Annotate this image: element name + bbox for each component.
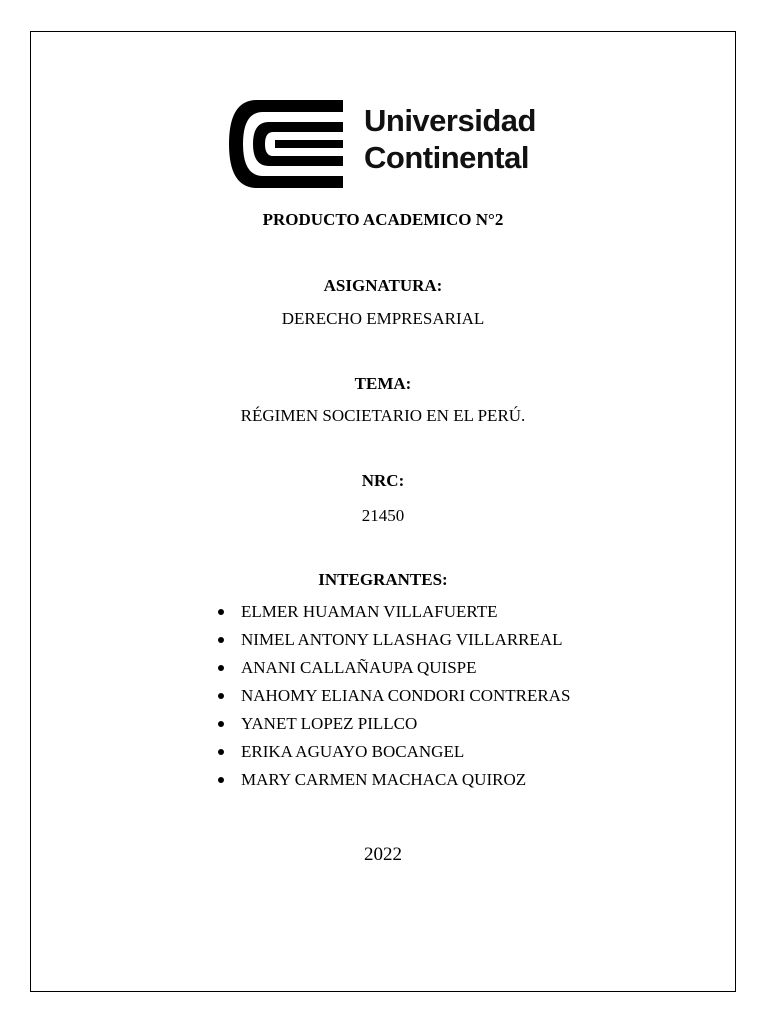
logo-wordmark [364, 102, 536, 176]
bullet-icon [218, 721, 224, 727]
university-logo [225, 96, 545, 192]
bullet-icon [218, 609, 224, 615]
year: 2022 [364, 844, 402, 865]
list-item [218, 740, 570, 768]
bullet-icon [218, 637, 224, 643]
members-label: INTEGRANTES: [318, 570, 448, 589]
nrc-label: NRC: [361, 471, 405, 490]
logo-line-1: Universidad [364, 103, 536, 138]
logo-line-2: Continental [364, 140, 529, 175]
member-name: NAHOMY ELIANA CONDORI CONTRERAS [241, 686, 571, 705]
member-name: ERIKA AGUAYO BOCANGEL [241, 742, 465, 761]
subject-value: DERECHO EMPRESARIAL [281, 309, 485, 328]
topic-label: TEMA: [354, 374, 412, 393]
member-name: YANET LOPEZ PILLCO [241, 714, 418, 733]
document-title: PRODUCTO ACADEMICO N°2 [262, 210, 504, 229]
nrc-value: 21450 [361, 506, 405, 525]
list-item [218, 628, 570, 656]
bullet-icon [218, 749, 224, 755]
topic-value: RÉGIMEN SOCIETARIO EN EL PERÚ. [240, 406, 526, 425]
member-name: MARY CARMEN MACHACA QUIROZ [241, 770, 527, 789]
continental-c-icon [225, 96, 355, 192]
list-item [218, 656, 570, 684]
list-item [218, 712, 570, 740]
bullet-icon [218, 665, 224, 671]
subject-label: ASIGNATURA: [323, 276, 443, 295]
member-name: NIMEL ANTONY LLASHAG VILLARREAL [241, 630, 563, 649]
list-item [218, 684, 570, 712]
member-name: ELMER HUAMAN VILLAFUERTE [241, 602, 498, 621]
member-name: ANANI CALLAÑAUPA QUISPE [241, 658, 477, 677]
members-list [218, 600, 570, 796]
list-item [218, 600, 570, 628]
bullet-icon [218, 777, 224, 783]
list-item [218, 768, 570, 796]
bullet-icon [218, 693, 224, 699]
